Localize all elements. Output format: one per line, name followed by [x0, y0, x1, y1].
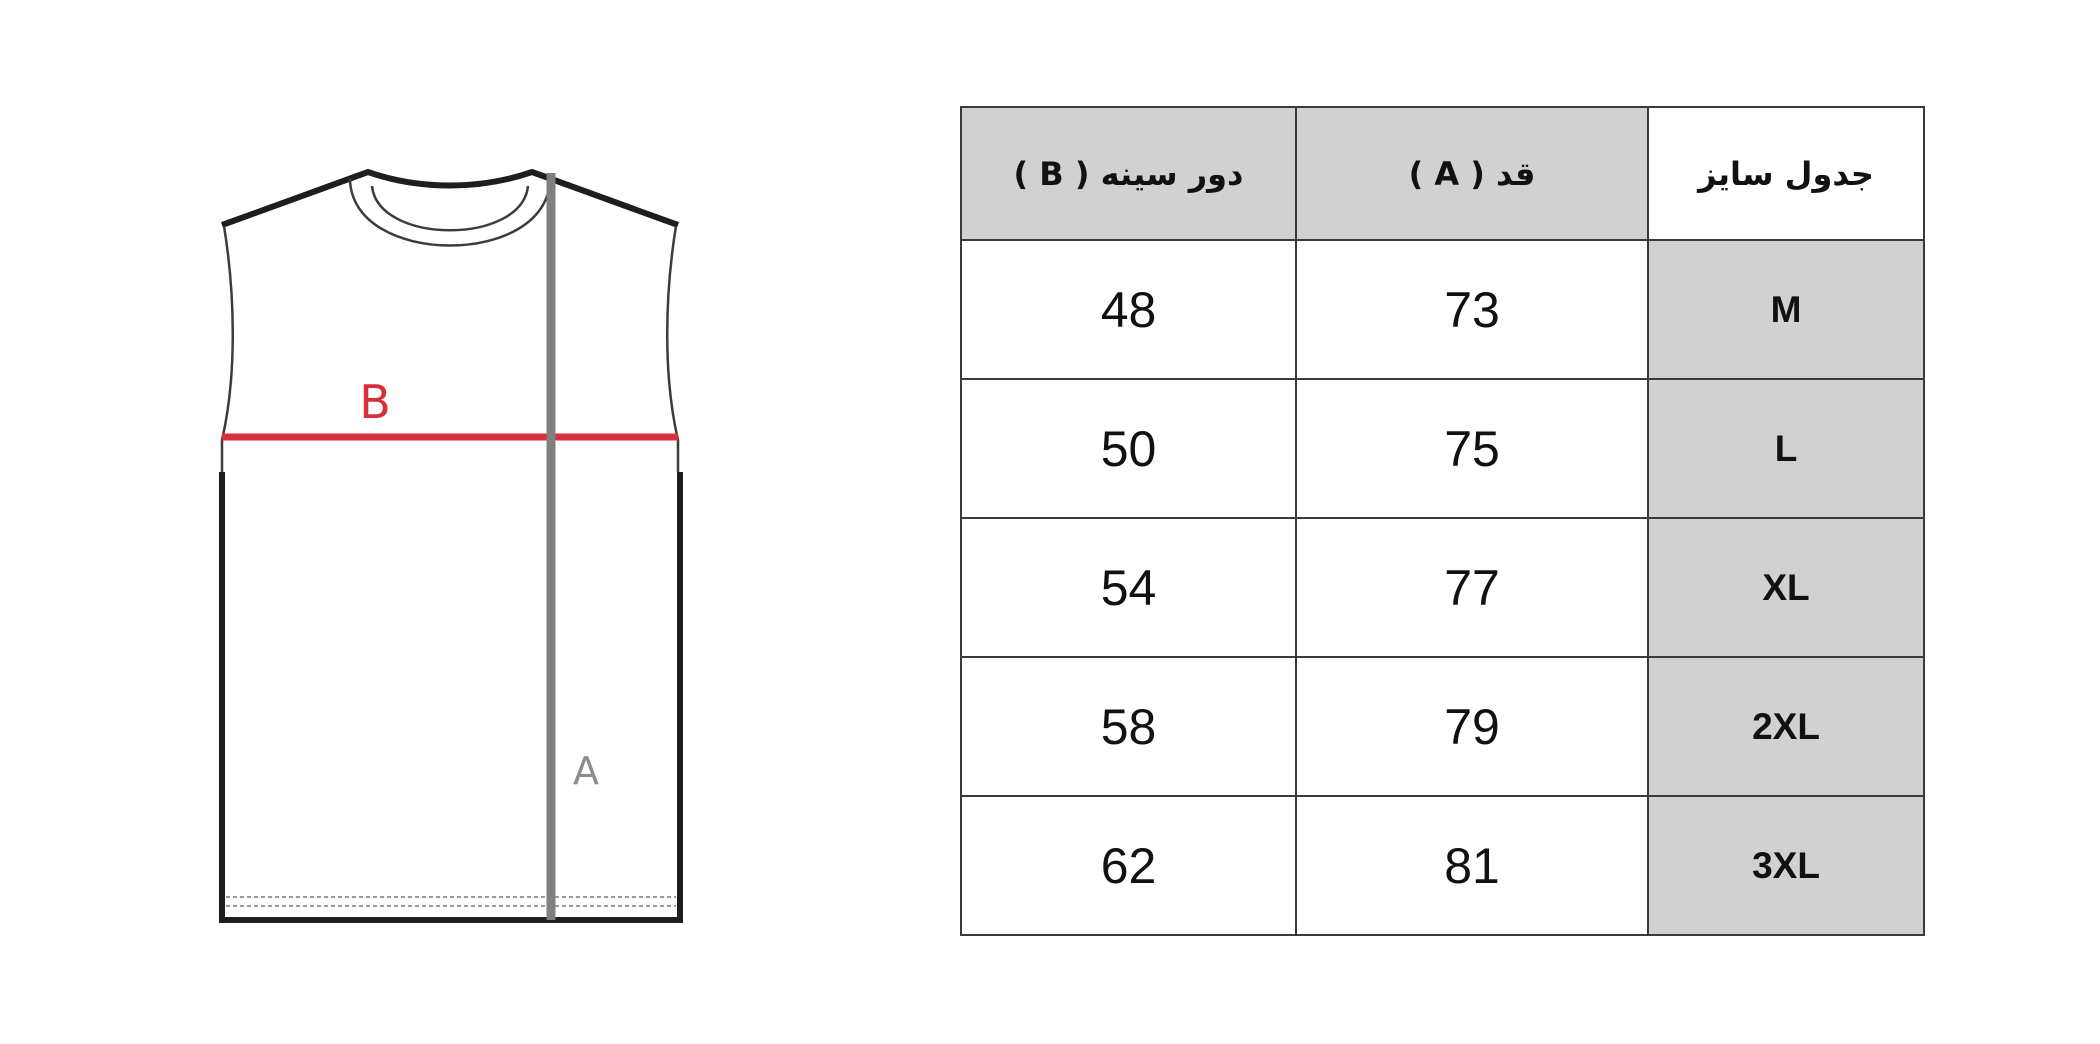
size-label: XL [1648, 518, 1924, 657]
size-chart-header-label: جدول سایز [1698, 154, 1874, 193]
size-table-header-row [961, 107, 1924, 240]
chest-value: 58 [961, 657, 1296, 796]
length-value: 79 [1296, 657, 1648, 796]
table-row [961, 657, 1924, 796]
chest-value: 54 [961, 518, 1296, 657]
chest-header [961, 107, 1296, 240]
length-marker-label: A [573, 749, 599, 793]
length-value: 81 [1296, 796, 1648, 935]
table-row [961, 379, 1924, 518]
chest-value: 48 [961, 240, 1296, 379]
size-label: 3XL [1648, 796, 1924, 935]
body-outline [222, 472, 680, 920]
table-row [961, 240, 1924, 379]
chest-value: 50 [961, 379, 1296, 518]
length-header [1296, 107, 1648, 240]
collar-inner [372, 186, 528, 230]
length-value: 77 [1296, 518, 1648, 657]
table-row [961, 796, 1924, 935]
size-chart-header [1648, 107, 1924, 240]
chest-marker-label: B [359, 375, 391, 429]
shoulder-outline [222, 172, 678, 225]
size-label: L [1648, 379, 1924, 518]
chest-header-label: دور سینه ( B ) [1013, 154, 1244, 193]
size-label: M [1648, 240, 1924, 379]
garment-diagram [0, 0, 900, 1044]
length-value: 73 [1296, 240, 1648, 379]
size-label: 2XL [1648, 657, 1924, 796]
length-header-label: قد ( A ) [1408, 154, 1536, 193]
size-chart-table [960, 106, 1925, 936]
chest-value: 62 [961, 796, 1296, 935]
length-value: 75 [1296, 379, 1648, 518]
table-row [961, 518, 1924, 657]
